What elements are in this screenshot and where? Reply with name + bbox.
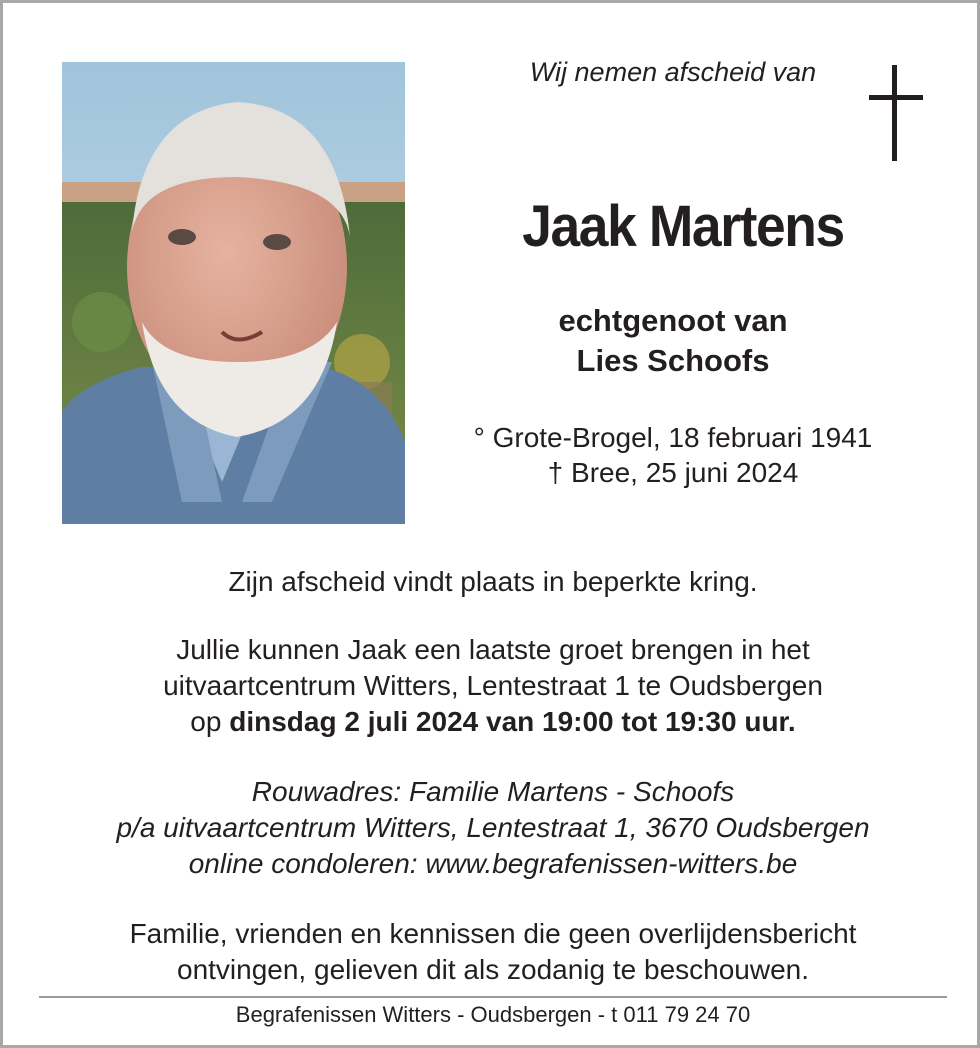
- portrait-photo: [62, 62, 405, 524]
- farewell-paragraph: [43, 632, 943, 740]
- birth-info: ° Grote-Brogel, 18 februari 1941: [473, 422, 873, 453]
- farewell-line: uitvaartcentrum Witters, Lentestraat 1 te Oudsbergen: [163, 670, 823, 701]
- notice-line: ontvingen, gelieven dit als zodanig te beschouwen.: [177, 954, 809, 985]
- farewell-line: [43, 704, 943, 740]
- deceased-name: Jaak Martens: [522, 194, 844, 259]
- condolence-link[interactable]: online condoleren: www.begrafenissen-witters.be: [188, 848, 798, 879]
- footer-text: Begrafenissen Witters - Oudsbergen - t 011 79 24 70: [235, 1002, 751, 1027]
- spouse-name: Lies Schoofs: [576, 343, 770, 378]
- intro-text: Wij nemen afscheid van: [529, 57, 817, 87]
- farewell-datetime: dinsdag 2 juli 2024 van 19:00 tot 19:30 uur.: [229, 706, 796, 737]
- notice-line: Familie, vrienden en kennissen die geen overlijdensbericht: [129, 918, 857, 949]
- farewell-prefix: op: [190, 706, 230, 737]
- cross-icon: [865, 65, 925, 161]
- address-line: Rouwadres: Familie Martens - Schoofs: [251, 776, 735, 807]
- mourning-address: [43, 774, 943, 882]
- notice-paragraph: [43, 916, 943, 988]
- death-info: † Bree, 25 juni 2024: [547, 457, 799, 488]
- farewell-line: Jullie kunnen Jaak een laatste groet brengen in het: [176, 634, 810, 665]
- footer-divider: [39, 996, 947, 998]
- spouse-relation: echtgenoot van: [558, 303, 788, 338]
- address-line: p/a uitvaartcentrum Witters, Lentestraat 1, 3670 Oudsbergen: [116, 812, 870, 843]
- ceremony-text: Zijn afscheid vindt plaats in beperkte kring.: [228, 566, 758, 597]
